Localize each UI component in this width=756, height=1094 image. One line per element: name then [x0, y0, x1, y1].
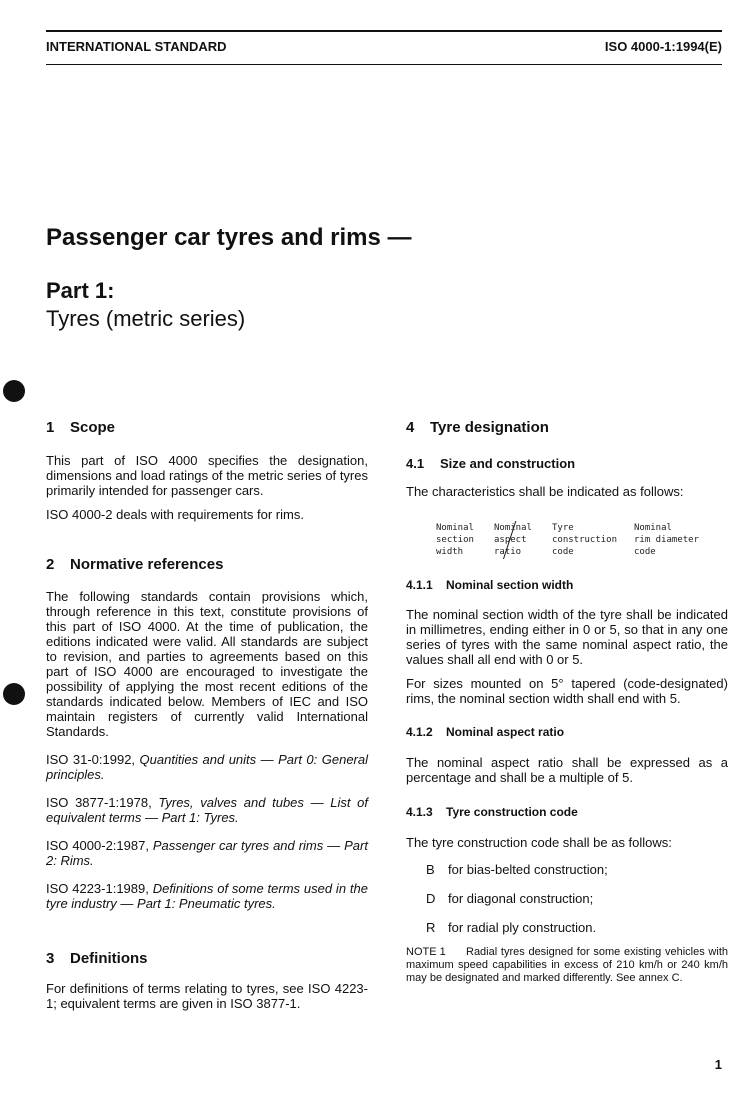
- reference-item: ISO 31-0:1992, Quantities and units — Part 0: General principles.: [46, 752, 368, 782]
- aspect-ratio-paragraph: The nominal aspect ratio shall be expressed as a percentage and shall be a multiple of 5.: [406, 755, 728, 785]
- section-definitions-heading: 3 Definitions: [46, 950, 148, 967]
- scope-paragraph: This part of ISO 4000 specifies the designation, dimensions and load ratings of the metric series of tyres primarily intended for passenger cars.: [46, 453, 368, 498]
- section-designation-heading: 4 Tyre designation: [406, 419, 549, 436]
- section-width-paragraph: The nominal section width of the tyre shall be indicated in millimetres, ending either in 0 or 5, so that in any one series of tyres with the same nominal aspect ratio, the values shall all end with 0 or 5.: [406, 607, 728, 667]
- diagram-rim-diameter-code: Nominal rim diameter code: [634, 523, 700, 557]
- diagram-construction-code: Tyre construction code: [552, 523, 618, 557]
- punch-hole-bottom: [3, 683, 25, 705]
- diagram-section-width: Nominal section width: [436, 523, 474, 557]
- diagram-aspect-ratio: Nominal aspect ratio: [494, 523, 532, 557]
- list-item: R for radial ply construction.: [426, 920, 597, 935]
- construction-code-intro: The tyre construction code shall be as follows:: [406, 835, 672, 850]
- punch-hole-top: [3, 380, 25, 402]
- subsection-4-1-2-heading: 4.1.2 Nominal aspect ratio: [406, 725, 565, 739]
- header-doc-number: ISO 4000-1:1994(E): [604, 39, 722, 54]
- list-item: B for bias-belted construction;: [426, 862, 608, 877]
- definitions-paragraph: For definitions of terms relating to tyres, see ISO 4223-1; equivalent terms are given in ISO 3877-1.: [46, 981, 368, 1011]
- left-column: [46, 420, 368, 1011]
- normative-intro: The following standards contain provisions which, through reference in this text, constitute provisions of this part of ISO 4000. At the time of publication, the editions indicated were valid. All standards are subject to revision, and parties to agreements based on this part of ISO 4000 are encouraged to investigate the possibility of applying the most recent editions of the standards indicated below. Members of IEC and ISO maintain registers of currently valid International Standards.: [46, 589, 368, 739]
- section-scope-heading: 1 Scope: [46, 419, 116, 436]
- reference-item: ISO 4223-1:1989, Definitions of some terms used in the tyre industry — Part 1: Pneumatic tyres.: [46, 881, 368, 911]
- list-item: D for diagonal construction;: [426, 891, 594, 906]
- subsection-4-1-1-heading: 4.1.1 Nominal section width: [406, 578, 574, 592]
- section-normative-heading: 2 Normative references: [46, 556, 224, 573]
- note-1: NOTE 1 Radial tyres designed for some existing vehicles with maximum speed capabilities in excess of 210 km/h or 240 km/h may be designated and marked differently. See annex C.: [406, 946, 728, 984]
- designation-diagram: [436, 522, 728, 562]
- document-title: Passenger car tyres and rims —: [46, 224, 412, 251]
- reference-item: ISO 4000-2:1987, Passenger car tyres and rims — Part 2: Rims.: [46, 838, 368, 868]
- scope-paragraph-2: ISO 4000-2 deals with requirements for rims.: [46, 507, 304, 522]
- construction-code-list: [406, 862, 728, 940]
- reference-item: ISO 3877-1:1978, Tyres, valves and tubes — List of equivalent terms — Part 1: Tyres.: [46, 795, 368, 825]
- part-subtitle: Tyres (metric series): [46, 306, 246, 331]
- page-number: 1: [714, 1057, 722, 1072]
- subsection-4-1-3-heading: 4.1.3 Tyre construction code: [406, 805, 578, 819]
- header-doc-type: INTERNATIONAL STANDARD: [46, 39, 227, 54]
- section-width-paragraph-2: For sizes mounted on 5° tapered (code-designated) rims, the nominal section width shall end with 5.: [406, 676, 728, 706]
- right-column: [406, 420, 728, 985]
- subsection-size-heading: 4.1 Size and construction: [406, 456, 576, 471]
- part-title: Part 1:: [46, 278, 115, 303]
- page-header: [46, 30, 722, 65]
- designation-intro: The characteristics shall be indicated as follows:: [406, 484, 684, 499]
